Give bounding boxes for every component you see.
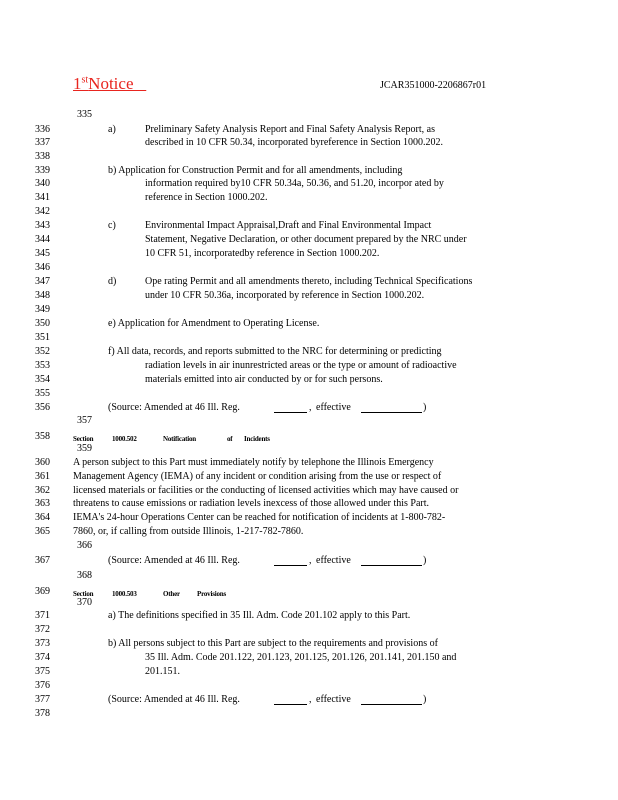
line-number: 343 (35, 220, 50, 231)
line-number: 342 (35, 206, 50, 217)
notice-label: 1stNotice (73, 74, 134, 93)
section-heading: Section (73, 590, 94, 598)
line-number: 337 (35, 137, 50, 148)
text-line: Environmental Impact Appraisal,Draft and Final Environmental Impact (145, 220, 432, 231)
text-line: effective (316, 555, 351, 566)
fill-in-blank (274, 555, 307, 566)
line-number: 344 (35, 234, 50, 245)
text-line: e) Application for Amendment to Operating License. (108, 318, 320, 329)
text-line: Management Agency (IEMA) of any incident or condition arising from the use or respect of (73, 471, 442, 482)
line-number: 368 (77, 570, 92, 581)
text-line: under 10 CFR 50.36a, incorporated by reference in Section 1000.202. (145, 290, 425, 301)
section-heading: of (227, 435, 233, 443)
line-number: 365 (35, 526, 50, 537)
line-number: 370 (77, 597, 92, 608)
section-heading: Notification (163, 435, 196, 443)
text-line: reference in Section 1000.202. (145, 192, 268, 203)
text-line: IEMA's 24-hour Operations Center can be reached for notification of incidents at 1-800-782- (73, 512, 446, 523)
text-line: ) (423, 555, 427, 566)
line-number: 356 (35, 402, 50, 413)
line-number: 345 (35, 248, 50, 259)
section-heading: Section (73, 435, 94, 443)
text-line: materials emitted into air conducted by or for such persons. (145, 374, 383, 385)
line-number: 374 (35, 652, 50, 663)
text-line: threatens to cause emissions or radiation levels inexcess of those allowed under this Part. (73, 498, 430, 509)
text-line: (Source: Amended at 46 Ill. Reg. (108, 555, 240, 566)
line-number: 359 (77, 443, 92, 454)
line-number: 335 (77, 109, 92, 120)
line-number: 346 (35, 262, 50, 273)
line-number: 357 (77, 415, 92, 426)
text-line: a) The definitions specified in 35 Ill. Adm. Code 201.102 apply to this Part. (108, 610, 411, 621)
line-number: 339 (35, 165, 50, 176)
text-line: radiation levels in air inunrestricted areas or the type or amount of radioactive (145, 360, 457, 371)
line-number: 364 (35, 512, 50, 523)
text-line: c) (108, 220, 116, 231)
line-number: 350 (35, 318, 50, 329)
section-heading: Provisions (197, 590, 226, 598)
line-number: 372 (35, 624, 50, 635)
text-line: effective (316, 694, 351, 705)
text-line: b) Application for Construction Permit and for all amendments, including (108, 165, 403, 176)
text-line: A person subject to this Part must immediately notify by telephone the Illinois Emergency (73, 457, 434, 468)
line-number: 376 (35, 680, 50, 691)
text-line: b) All persons subject to this Part are subject to the requirements and provisions of (108, 638, 438, 649)
line-number: 361 (35, 471, 50, 482)
line-number: 369 (35, 586, 50, 597)
fill-in-blank (361, 694, 422, 705)
line-number: 355 (35, 388, 50, 399)
section-heading: Other (163, 590, 180, 598)
line-number: 351 (35, 332, 50, 343)
line-number: 341 (35, 192, 50, 203)
text-line: Preliminary Safety Analysis Report and Final Safety Analysis Report, as (145, 124, 435, 135)
fill-in-blank (274, 694, 307, 705)
text-line: licensed materials or facilities or the conducting of licensed activities which may have caused or (73, 485, 459, 496)
text-line: a) (108, 124, 116, 135)
line-number: 367 (35, 555, 50, 566)
text-line: described in 10 CFR 50.34, incorporated byreference in Section 1000.202. (145, 137, 443, 148)
line-number: 371 (35, 610, 50, 621)
fill-in-blank (274, 402, 307, 413)
line-number: 352 (35, 346, 50, 357)
line-number: 340 (35, 178, 50, 189)
line-number: 377 (35, 694, 50, 705)
text-line: Ope rating Permit and all amendments thereto, including Technical Specifications (145, 276, 473, 287)
text-line: 201.151. (145, 666, 180, 677)
line-number: 366 (77, 540, 92, 551)
text-line: , (309, 694, 312, 705)
text-line: ) (423, 402, 427, 413)
line-number: 347 (35, 276, 50, 287)
fill-in-blank (361, 555, 422, 566)
line-number: 373 (35, 638, 50, 649)
text-line: 35 Ill. Adm. Code 201.122, 201.123, 201.125, 201.126, 201.141, 201.150 and (145, 652, 457, 663)
text-line: information required by10 CFR 50.34a, 50.36, and 51.20, incorpor ated by (145, 178, 444, 189)
section-heading: Incidents (244, 435, 270, 443)
line-number: 348 (35, 290, 50, 301)
text-line: f) All data, records, and reports submitted to the NRC for determining or predicting (108, 346, 442, 357)
line-number: 358 (35, 431, 50, 442)
line-number: 362 (35, 485, 50, 496)
line-number: 338 (35, 151, 50, 162)
text-line: Statement, Negative Declaration, or other document prepared by the NRC under (145, 234, 467, 245)
text-line: 10 CFR 51, incorporatedby reference in Section 1000.202. (145, 248, 380, 259)
line-number: 378 (35, 708, 50, 719)
fill-in-blank (361, 402, 422, 413)
line-number: 336 (35, 124, 50, 135)
text-line: , (309, 402, 312, 413)
line-number: 375 (35, 666, 50, 677)
line-number: 354 (35, 374, 50, 385)
line-number: 363 (35, 498, 50, 509)
text-line: (Source: Amended at 46 Ill. Reg. (108, 694, 240, 705)
text-line: , (309, 555, 312, 566)
text-line: (Source: Amended at 46 Ill. Reg. (108, 402, 240, 413)
text-line: d) (108, 276, 117, 287)
text-line: 7860, or, if calling from outside Illinois, 1-217-782-7860. (73, 526, 304, 537)
text-line: effective (316, 402, 351, 413)
line-number: 349 (35, 304, 50, 315)
line-number: 353 (35, 360, 50, 371)
section-heading: 1000.503 (112, 590, 137, 598)
document-id: JCAR351000-2206867r01 (380, 80, 487, 91)
line-number: 360 (35, 457, 50, 468)
section-heading: 1000.502 (112, 435, 137, 443)
text-line: ) (423, 694, 427, 705)
